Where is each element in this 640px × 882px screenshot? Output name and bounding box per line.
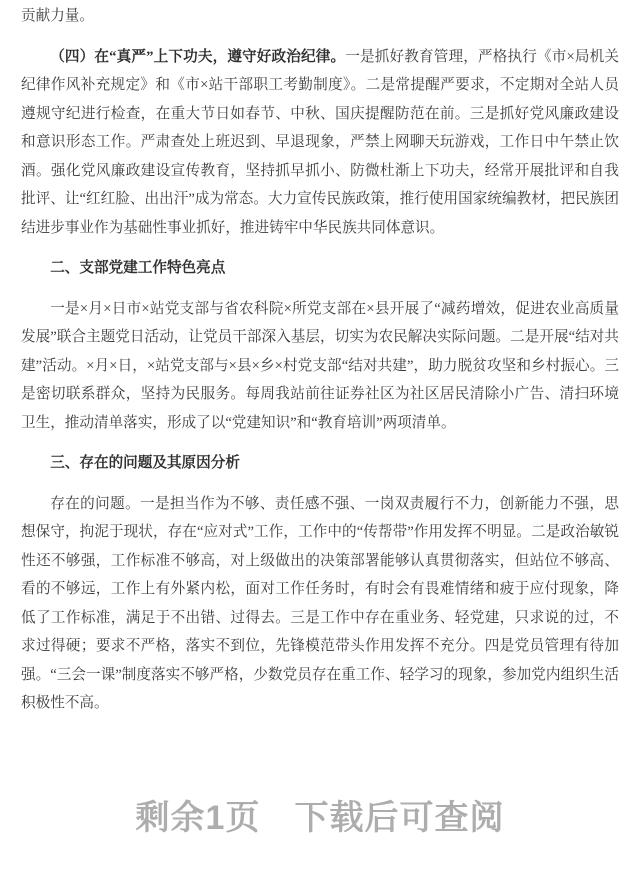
paragraph-continuation: 贡献力量。	[21, 8, 94, 24]
paragraph-body-text: 一是抓好教育管理，严格执行《市×局机关纪律作风补充规定》和《市×站干部职工考勤制度》。二是常提醒严要求，不定期对全站人员遵规守纪进行检查，在重大节日如春节、中秋、国庆提醒防范在前。三是抓好党风廉政建设和意识形态工作。严肃查处上班迟到、早退现象，严禁上网聊天玩游戏，工作日中午禁止饮酒。强化党风廉政建设宣传教育，坚持抓早抓小、防微杜渐上下功夫，经常开展批评和自我批评、让“红红脸、出出汗”成为常态。大力宣传民族政策，推行使用国家统编教材，把民族团结进步事业作为基础性事业抓好，推进铸牢中华民族共同体意识。	[21, 48, 619, 236]
download-to-view-label: 下载后可查阅	[294, 799, 505, 837]
paragraph-party-building-highlights: 一是×月×日市×站党支部与省农科院×所党支部在×县开展了“减药增效，促进农业高质量发展”联合主题党日活动，让党员干部深入基层，切实为农民解决实际问题。二是开展“结对共建”活动。×月×日，×站党支部与×县×乡×村党支部“结对共建”，助力脱贫攻坚和乡村振心。三是密切联系群众，坚持为民服务。每周我站前往证券社区为社区居民清除小广告、清扫环境卫生，推动清单落实，形成了以“党建知识”和“教育培训”两项清单。	[21, 300, 619, 431]
section-heading-problems-analysis: 三、存在的问题及其原因分析	[50, 455, 240, 471]
paragraph-problems-analysis: 存在的问题。一是担当作为不够、责任感不强、一岗双责履行不力，创新能力不强，思想保守，拘泥于现状，存在“应对式”工作，工作中的“传帮带”作用发挥不明显。二是政治敏锐性还不够强，工作标准不够高，对上级做出的决策部署能够认真贯彻落实，但站位不够高、看的不够远，工作上有外紧内松，面对工作任务时，有时会有畏难情绪和疲于应付现象，降低了工作标准，满足于不出错、过得去。三是工作中存在重业务、轻党建，只求说的过，不求过得硬；要求不严格，落实不到位，先锋模范带头作用发挥不充分。四是党员管理有待加强。“三会一课”制度落实不够严格，少数党员存在重工作、轻学习的现象，参加党内组织生活积极性不高。	[21, 495, 619, 711]
paragraph-political-discipline	[21, 43, 619, 243]
pagination-notice	[0, 799, 640, 837]
section-heading-party-building-highlights: 二、支部党建工作特色亮点	[50, 260, 226, 276]
remaining-pages-label: 剩余1页	[135, 799, 261, 837]
paragraph-bold-lead: （四）在“真严”上下功夫，遵守好政治纪律。	[50, 48, 346, 65]
